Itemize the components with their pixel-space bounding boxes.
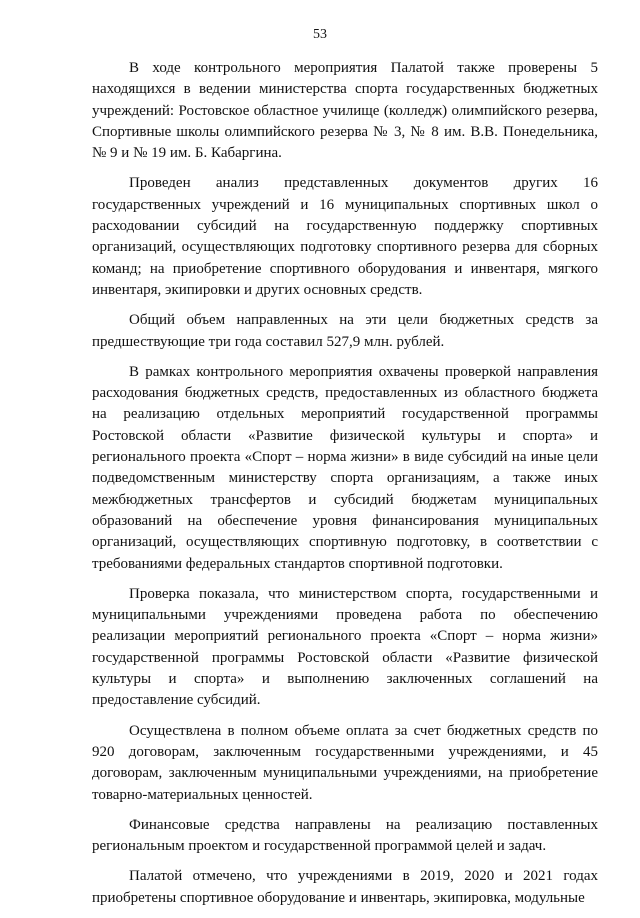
paragraph-8: Палатой отмечено, что учреждениями в 2019, 2020 и 2021 годах приобретены спортивное оборудование и инвентарь, экипировка, модульные: [92, 868, 598, 906]
page-number: 53: [313, 27, 327, 42]
paragraph-4: В рамках контрольного мероприятия охвачены проверкой направления расходования бюджетных средств, предоставленных из областного бюджета на реализацию отдельных мероприятий государственной программы Ростовской области «Развитие физической культуры и спорта» и регионального проекта «Спорт – норма жизни» в виде субсидий на иные цели подведомственным министерству спорта организациям, а также иных межбюджетных трансфертов и субсидий бюджетам муниципальных образований на обеспечение уровня финансирования муниципальных организаций, осуществляющих спортивную подготовку, в соответствии с требованиями федеральных стандартов спортивной подготовки.: [92, 363, 598, 572]
paragraph-1: В ходе контрольного мероприятия Палатой также проверены 5 находящихся в ведении министерства спорта государственных бюджетных учреждений: Ростовское областное училище (колледж) олимпийского резерва, Спортивные школы олимпийского резерва № 3, № 8 им. В.В. Понедельника, № 9 и № 19 им. Б. Кабаргина.: [92, 60, 598, 162]
paragraph-2: Проведен анализ представленных документов других 16 государственных учреждений и 16 муниципальных спортивных школ о расходовании субсидий на государственную поддержку спортивных организаций, осуществляющих подготовку спортивного резерва для сборных команд; на приобретение спортивного оборудования и инвентаря, мягкого инвентаря, экипировки и других основных средств.: [92, 175, 598, 298]
paragraph-3: Общий объем направленных на эти цели бюджетных средств за предшествующие три года составил 527,9 млн. рублей.: [92, 312, 598, 350]
paragraph-7: Финансовые средства направлены на реализацию поставленных региональным проектом и государственной программой целей и задач.: [92, 816, 598, 855]
document-body: [92, 58, 598, 918]
paragraph-5: Проверка показала, что министерством спорта, государственными и муниципальными учреждениями проведена работа по обеспечению реализации мероприятий регионального проекта «Спорт – норма жизни» государственной программы Ростовской области «Развитие физической культуры и спорта» и выполнению заключенных соглашений на предоставление субсидий.: [92, 585, 598, 709]
paragraph-6: Осуществлена в полном объеме оплата за счет бюджетных средств по 920 договорам, заключенным государственными учреждениями, и 45 договорам, заключенным муниципальными учреждениями, на приобретение товарно-материальных ценностей.: [92, 722, 598, 803]
